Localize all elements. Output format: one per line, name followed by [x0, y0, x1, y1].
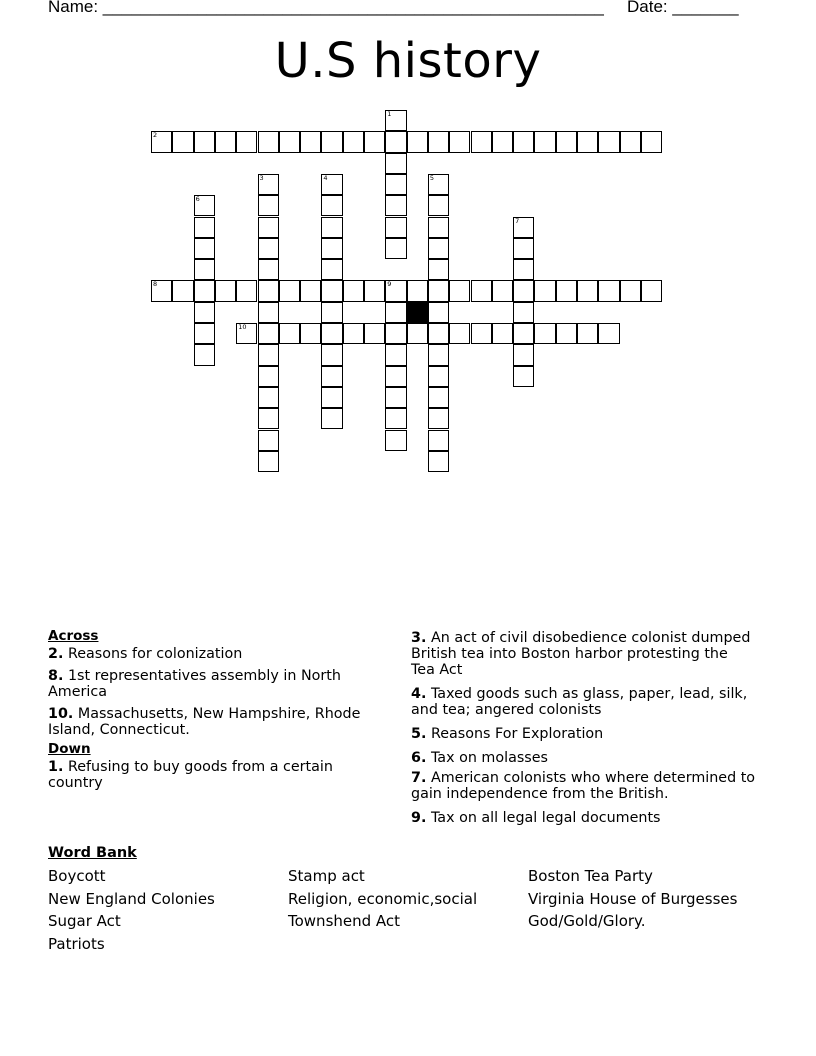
word-bank-item: Stamp act: [288, 867, 365, 885]
crossword-cell[interactable]: [513, 302, 534, 323]
cell-number: 2: [153, 131, 158, 140]
crossword-cell[interactable]: [321, 174, 342, 195]
crossword-cell[interactable]: [258, 259, 279, 280]
crossword-cell[interactable]: [321, 131, 342, 152]
clue-down-4: [411, 686, 756, 718]
clue-down-7: [411, 770, 756, 802]
crossword-cell[interactable]: [321, 302, 342, 323]
crossword-cell[interactable]: [492, 323, 513, 344]
crossword-cell[interactable]: [492, 280, 513, 301]
crossword-cell[interactable]: [428, 344, 449, 365]
crossword-cell[interactable]: [236, 323, 257, 344]
crossword-cell[interactable]: [258, 131, 279, 152]
word-bank-item: God/Gold/Glory.: [528, 912, 646, 931]
crossword-cell[interactable]: [364, 131, 385, 152]
crossword-cell[interactable]: [194, 259, 215, 280]
crossword-cell[interactable]: [428, 217, 449, 238]
cell-number: 4: [323, 173, 328, 182]
crossword-cell[interactable]: [258, 451, 279, 472]
cell-number: 6: [195, 195, 200, 204]
crossword-cell[interactable]: [407, 131, 428, 152]
crossword-cell[interactable]: [513, 366, 534, 387]
crossword-cell[interactable]: [258, 344, 279, 365]
crossword-cell[interactable]: [151, 131, 172, 152]
crossword-cell[interactable]: [279, 131, 300, 152]
crossword-cell[interactable]: [321, 344, 342, 365]
crossword-cell[interactable]: [194, 280, 215, 301]
crossword-cell[interactable]: [620, 131, 641, 152]
crossword-cell[interactable]: [385, 195, 406, 216]
crossword-cell[interactable]: [215, 280, 236, 301]
crossword-cell[interactable]: [258, 408, 279, 429]
clue-text: American colonists who where determined to gain independence from the British.: [411, 770, 756, 802]
crossword-cell[interactable]: [321, 323, 342, 344]
crossword-cell[interactable]: [534, 131, 555, 152]
crossword-cell[interactable]: [428, 174, 449, 195]
crossword-cell[interactable]: [428, 451, 449, 472]
crossword-cell[interactable]: [641, 280, 662, 301]
crossword-cell[interactable]: [194, 195, 215, 216]
word-bank-title: Word Bank: [48, 845, 137, 861]
crossword-cell[interactable]: [449, 131, 470, 152]
word-bank-item: Patriots: [48, 934, 105, 953]
clue-number: 5.: [411, 726, 427, 742]
crossword-cell[interactable]: [151, 280, 172, 301]
crossword-cell[interactable]: [534, 323, 555, 344]
clue-text: Tax on all legal legal documents: [430, 810, 661, 826]
crossword-cell[interactable]: [385, 280, 406, 301]
crossword-cell[interactable]: [513, 280, 534, 301]
clue-down-6: [411, 750, 756, 766]
clue-number: 9.: [411, 810, 427, 826]
name-field-label: Name: _____________________________________________________: [48, 0, 604, 16]
crossword-cell[interactable]: [258, 302, 279, 323]
date-field-label: Date: _______: [627, 0, 739, 16]
down-heading: Down: [48, 741, 91, 757]
clue-down-9: [411, 810, 756, 826]
crossword-cell[interactable]: [385, 430, 406, 451]
word-bank-column-3: [528, 865, 737, 933]
crossword-cell[interactable]: [385, 366, 406, 387]
crossword-cell[interactable]: [300, 131, 321, 152]
crossword-cell[interactable]: [428, 280, 449, 301]
crossword-cell[interactable]: [215, 131, 236, 152]
crossword-cell[interactable]: [577, 280, 598, 301]
cell-number: 10: [238, 323, 247, 331]
crossword-cell[interactable]: [492, 131, 513, 152]
crossword-cell[interactable]: [343, 131, 364, 152]
crossword-cell[interactable]: [641, 131, 662, 152]
crossword-cell[interactable]: [385, 153, 406, 174]
crossword-cell[interactable]: [471, 280, 492, 301]
crossword-cell[interactable]: [385, 174, 406, 195]
crossword-cell[interactable]: [385, 217, 406, 238]
crossword-cell[interactable]: [321, 280, 342, 301]
crossword-cell[interactable]: [620, 280, 641, 301]
clue-number: 2.: [48, 646, 64, 662]
clue-text: Refusing to buy goods from a certain country: [48, 759, 333, 791]
crossword-cell[interactable]: [428, 131, 449, 152]
crossword-cell[interactable]: [343, 323, 364, 344]
crossword-cell[interactable]: [577, 323, 598, 344]
crossword-cell[interactable]: [321, 259, 342, 280]
crossword-cell[interactable]: [279, 323, 300, 344]
crossword-cell[interactable]: [385, 408, 406, 429]
crossword-cell[interactable]: [385, 302, 406, 323]
crossword-cell[interactable]: [556, 131, 577, 152]
word-bank-item: Townshend Act: [288, 912, 401, 931]
clue-text: Reasons For Exploration: [430, 726, 604, 742]
crossword-cell[interactable]: [300, 280, 321, 301]
crossword-cell[interactable]: [194, 302, 215, 323]
crossword-cell[interactable]: [428, 387, 449, 408]
blocked-cell: [407, 302, 428, 323]
crossword-cell[interactable]: [364, 323, 385, 344]
clue-text: 1st representatives assembly in North America: [48, 668, 341, 700]
clue-number: 7.: [411, 770, 427, 786]
crossword-cell[interactable]: [428, 408, 449, 429]
cell-number: 1: [387, 110, 392, 118]
crossword-cell[interactable]: [471, 131, 492, 152]
crossword-cell[interactable]: [598, 131, 619, 152]
crossword-cell[interactable]: [321, 366, 342, 387]
clue-across-2: [48, 646, 378, 662]
clue-number: 4.: [411, 686, 427, 702]
crossword-cell[interactable]: [428, 430, 449, 451]
crossword-cell[interactable]: [258, 238, 279, 259]
crossword-cell[interactable]: [428, 323, 449, 344]
crossword-cell[interactable]: [236, 280, 257, 301]
clue-text: Reasons for colonization: [67, 646, 243, 662]
crossword-cell[interactable]: [300, 323, 321, 344]
crossword-cell[interactable]: [258, 195, 279, 216]
clue-down-5: [411, 726, 756, 742]
crossword-cell[interactable]: [449, 280, 470, 301]
cell-number: 7: [515, 216, 520, 225]
crossword-cell[interactable]: [194, 238, 215, 259]
crossword-cell[interactable]: [258, 280, 279, 301]
crossword-cell[interactable]: [172, 131, 193, 152]
crossword-cell[interactable]: [385, 110, 406, 131]
crossword-cell[interactable]: [385, 131, 406, 152]
crossword-cell[interactable]: [258, 323, 279, 344]
crossword-cell[interactable]: [258, 430, 279, 451]
crossword-cell[interactable]: [321, 408, 342, 429]
crossword-cell[interactable]: [449, 323, 470, 344]
page-title: U.S history: [274, 33, 542, 89]
crossword-cell[interactable]: [258, 387, 279, 408]
clues-left-column: [48, 628, 378, 797]
cell-number: 5: [429, 173, 435, 182]
crossword-cell[interactable]: [385, 323, 406, 344]
crossword-cell[interactable]: [172, 280, 193, 301]
crossword-cell[interactable]: [598, 323, 619, 344]
clue-number: 6.: [411, 750, 427, 766]
clue-text: Taxed goods such as glass, paper, lead, silk, and tea; angered colonists: [411, 686, 748, 718]
crossword-cell[interactable]: [194, 217, 215, 238]
clue-number: 1.: [48, 759, 64, 775]
crossword-cell[interactable]: [428, 302, 449, 323]
crossword-cell[interactable]: [258, 174, 279, 195]
crossword-cell[interactable]: [513, 131, 534, 152]
crossword-cell[interactable]: [577, 131, 598, 152]
crossword-cell[interactable]: [321, 387, 342, 408]
crossword-cell[interactable]: [556, 323, 577, 344]
clue-down-3: [411, 630, 756, 678]
crossword-cell[interactable]: [194, 131, 215, 152]
crossword-cell[interactable]: [513, 344, 534, 365]
crossword-cell[interactable]: [513, 323, 534, 344]
crossword-cell[interactable]: [385, 238, 406, 259]
cell-number: 3: [259, 173, 264, 182]
crossword-cell[interactable]: [321, 238, 342, 259]
crossword-cell[interactable]: [598, 280, 619, 301]
word-bank-item: Religion, economic,social: [288, 889, 478, 908]
word-bank-column-1: [48, 865, 215, 955]
crossword-cell[interactable]: [407, 280, 428, 301]
crossword-cell[interactable]: [279, 280, 300, 301]
clue-across-8: [48, 668, 378, 700]
crossword-cell[interactable]: [428, 366, 449, 387]
word-bank-column-2: [288, 865, 477, 933]
cell-number: 8: [153, 280, 158, 289]
crossword-cell[interactable]: [385, 344, 406, 365]
crossword-cell[interactable]: [428, 259, 449, 280]
clues-right-column: [411, 630, 756, 832]
crossword-cell[interactable]: [194, 344, 215, 365]
clue-text: An act of civil disobedience colonist dumped British tea into Boston harbor protesting the Tea Act: [411, 630, 751, 678]
clue-down-1: [48, 759, 378, 791]
crossword-cell[interactable]: [321, 195, 342, 216]
word-bank-item: Sugar Act: [48, 912, 121, 931]
clue-text: Tax on molasses: [430, 750, 548, 766]
crossword-cell[interactable]: [194, 323, 215, 344]
crossword-cell[interactable]: [343, 280, 364, 301]
word-bank-item: Boycott: [48, 867, 106, 885]
crossword-cell[interactable]: [513, 259, 534, 280]
crossword-cell[interactable]: [321, 217, 342, 238]
across-heading: Across: [48, 628, 99, 644]
crossword-cell[interactable]: [364, 280, 385, 301]
cell-number: 9: [387, 280, 392, 289]
word-bank-item: New England Colonies: [48, 889, 215, 908]
crossword-cell[interactable]: [428, 238, 449, 259]
clue-number: 3.: [411, 630, 427, 646]
crossword-cell[interactable]: [556, 280, 577, 301]
crossword-cell[interactable]: [236, 131, 257, 152]
word-bank-item: Virginia House of Burgesses: [528, 889, 738, 908]
crossword-cell[interactable]: [471, 323, 492, 344]
word-bank-item: Boston Tea Party: [528, 867, 653, 885]
crossword-cell[interactable]: [534, 280, 555, 301]
crossword-cell[interactable]: [385, 387, 406, 408]
crossword-grid: [0, 0, 816, 520]
crossword-cell[interactable]: [428, 195, 449, 216]
clue-number: 10.: [48, 706, 74, 722]
clue-number: 8.: [48, 668, 64, 684]
crossword-cell[interactable]: [258, 217, 279, 238]
crossword-cell[interactable]: [513, 238, 534, 259]
crossword-cell[interactable]: [513, 217, 534, 238]
clue-text: Massachusetts, New Hampshire, Rhode Island, Connecticut.: [48, 706, 361, 738]
crossword-cell[interactable]: [258, 366, 279, 387]
crossword-cell[interactable]: [407, 323, 428, 344]
clue-across-10: [48, 706, 378, 738]
